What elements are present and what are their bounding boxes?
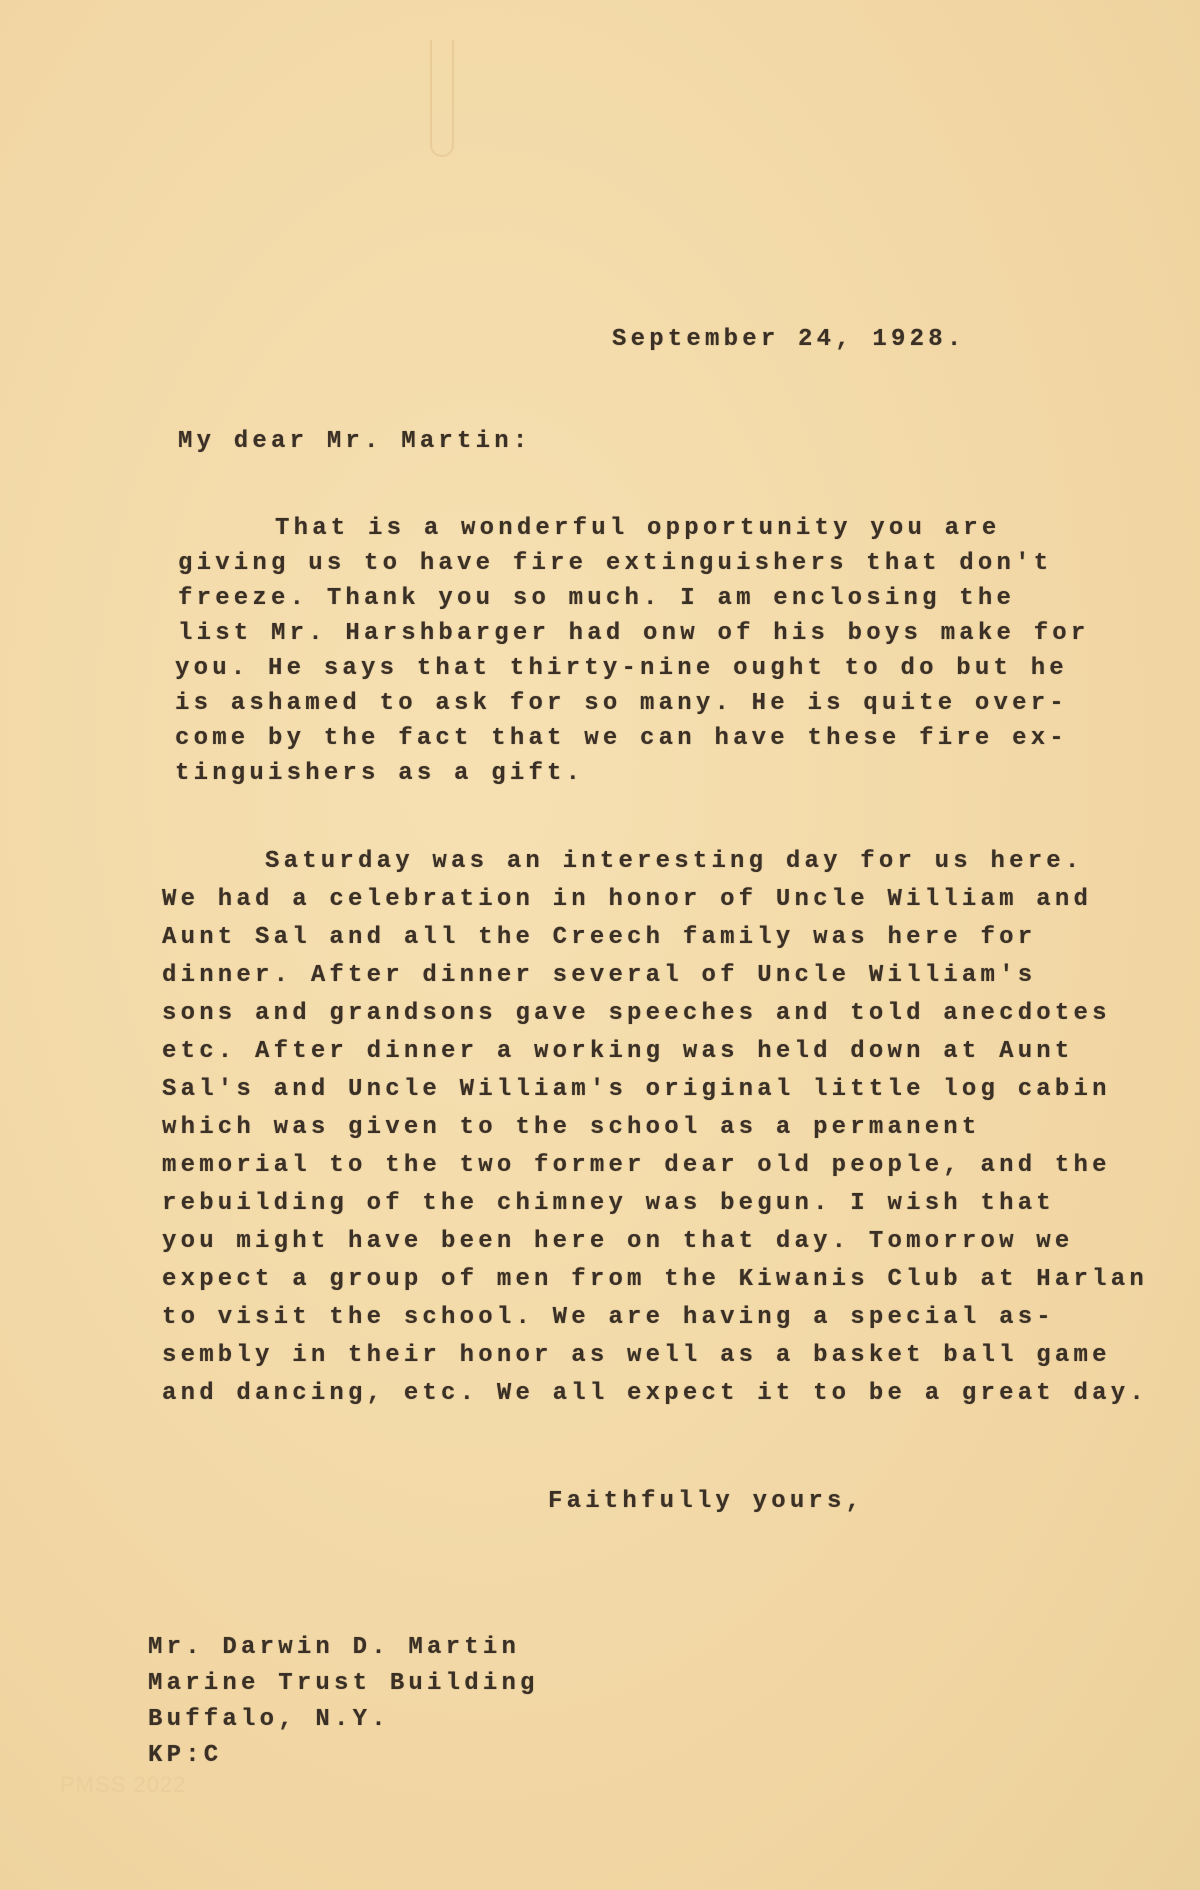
text-line: freeze. Thank you so much. I am enclosing the: [178, 585, 1016, 612]
text-line: list Mr. Harshbarger had onw of his boys make for: [178, 620, 1090, 647]
text-line: come by the fact that we can have these fire ex-: [175, 725, 1068, 752]
text-line: etc. After dinner a working was held down at Aunt: [162, 1038, 1074, 1065]
text-line: rebuilding of the chimney was begun. I wish that: [162, 1190, 1055, 1217]
text-line: sons and grandsons gave speeches and told anecdotes: [162, 1000, 1111, 1027]
text-line: Sal's and Uncle William's original little log cabin: [162, 1076, 1111, 1103]
watermark: PMSS 2022: [60, 1772, 187, 1797]
paper-crease: [430, 40, 454, 157]
text-line: tinguishers as a gift.: [175, 760, 585, 787]
text-line: is ashamed to ask for so many. He is quite over-: [175, 690, 1068, 717]
text-line: and dancing, etc. We all expect it to be a great day.: [162, 1380, 1148, 1407]
text-line: dinner. After dinner several of Uncle William's: [162, 962, 1037, 989]
text-line: giving us to have fire extinguishers that don't: [178, 550, 1053, 577]
text-line: you. He says that thirty-nine ought to do but he: [175, 655, 1068, 682]
text-line: which was given to the school as a permanent: [162, 1114, 981, 1141]
address-line: Marine Trust Building: [148, 1670, 539, 1697]
text-line: memorial to the two former dear old people, and the: [162, 1152, 1111, 1179]
reference-initials: KP:C: [148, 1742, 223, 1769]
text-line: We had a celebration in honor of Uncle William and: [162, 886, 1093, 913]
text-line: Aunt Sal and all the Creech family was here for: [162, 924, 1037, 951]
address-line: Buffalo, N.Y.: [148, 1706, 390, 1733]
text-line: you might have been here on that day. Tomorrow we: [162, 1228, 1074, 1255]
letter-date: September 24, 1928.: [612, 326, 966, 353]
text-line: Saturday was an interesting day for us here.: [265, 848, 1084, 875]
text-line: That is a wonderful opportunity you are: [275, 515, 1001, 542]
salutation: My dear Mr. Martin:: [178, 428, 532, 455]
text-line: to visit the school. We are having a special as-: [162, 1304, 1055, 1331]
text-line: sembly in their honor as well as a basket ball game: [162, 1342, 1111, 1369]
closing: Faithfully yours,: [548, 1488, 865, 1515]
address-line: Mr. Darwin D. Martin: [148, 1634, 521, 1661]
text-line: expect a group of men from the Kiwanis Club at Harlan: [162, 1266, 1148, 1293]
